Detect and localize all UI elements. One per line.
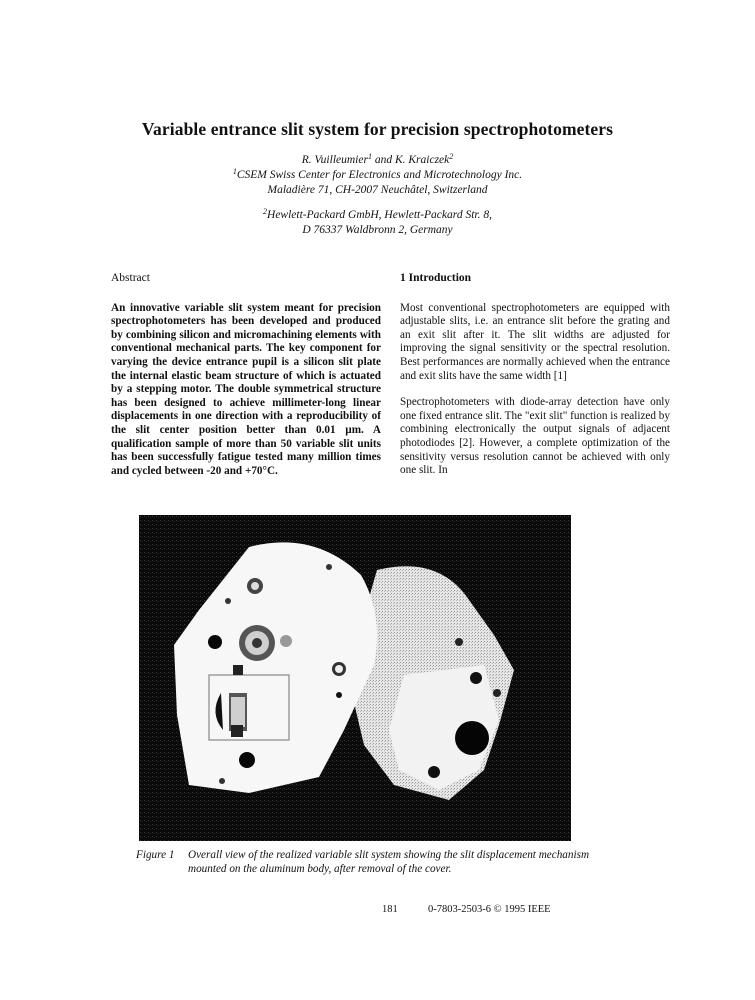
affiliation-2-line-1 [0,208,755,223]
author-2: K. Kraiczek [394,154,450,166]
introduction-paragraph-2: Spectrophotometers with diode-array detection have only one fixed entrance slit. The "exit slit" function is realized by combining electronically the output signals of adjacent photodiodes [2]. However, a complete optimization of the sensitivity versus resolution cannot be achieved with only one slit. In [400,396,670,477]
figure-1-caption [136,848,606,876]
figure-1-photo [139,515,571,841]
author-line [0,153,755,168]
abstract-heading: Abstract [111,272,150,284]
author-2-superscript: 2 [449,152,454,161]
affiliation-2-name: Hewlett-Packard GmbH, Hewlett-Packard Str. 8, [267,209,492,221]
abstract-body: An innovative variable slit system meant for precision spectrophotometers has been developed and produced by combining silicon and micromachining elements with conventional mechanical parts. The key component for varying the device entrance pupil is a silicon slit plate the internal elastic beam structure of which is actuated by a stepping motor. The double symmetrical structure has been designed to achieve millimeter-long linear displacements in one direction with a reproducibility of the slit center position better than 0.01 µm. A qualification sample of more than 50 variable slit units has been successfully fatigue tested many million times and cycled between -20 and +70°C. [111,301,381,477]
figure-label: Figure 1 [136,849,175,861]
page-number: 181 [382,904,398,915]
author-1: R. Vuilleumier [301,154,368,166]
author-block [0,153,755,238]
spacer [0,198,755,208]
affiliation-1-superscript: 1 [232,167,237,176]
author-conjunction: and [371,154,395,166]
abstract-column [111,272,381,478]
introduction-column [400,272,670,491]
copyright-notice: 0-7803-2503-6 © 1995 IEEE [428,904,551,915]
affiliation-1-name: CSEM Swiss Center for Electronics and Microtechnology Inc. [236,169,523,181]
author-1-superscript: 1 [367,152,372,161]
paper-title: Variable entrance slit system for precision spectrophotometers [141,119,614,139]
slit-system-photo-illustration [139,515,571,841]
introduction-paragraph-1: Most conventional spectrophotometers are equipped with adjustable slits, i.e. an entrance slit before the grating and an exit slit after it. The slit widths are adjusted for improving the signal sensitivity or the spectral resolution. Best performances are normally achieved when the entrance and exit slits have the same width [1] [400,301,670,382]
figure-caption-text: Overall view of the realized variable slit system showing the slit displacement mechanism mounted on the aluminum body, after removal of the cover. [188,849,590,875]
affiliation-2-superscript: 2 [263,207,268,216]
introduction-heading: 1 Introduction [400,272,472,284]
affiliation-1-line-1 [0,168,755,183]
affiliation-2-line-2: D 76337 Waldbronn 2, Germany [302,224,453,236]
affiliation-1-line-2: Maladière 71, CH-2007 Neuchâtel, Switzerland [267,184,488,196]
